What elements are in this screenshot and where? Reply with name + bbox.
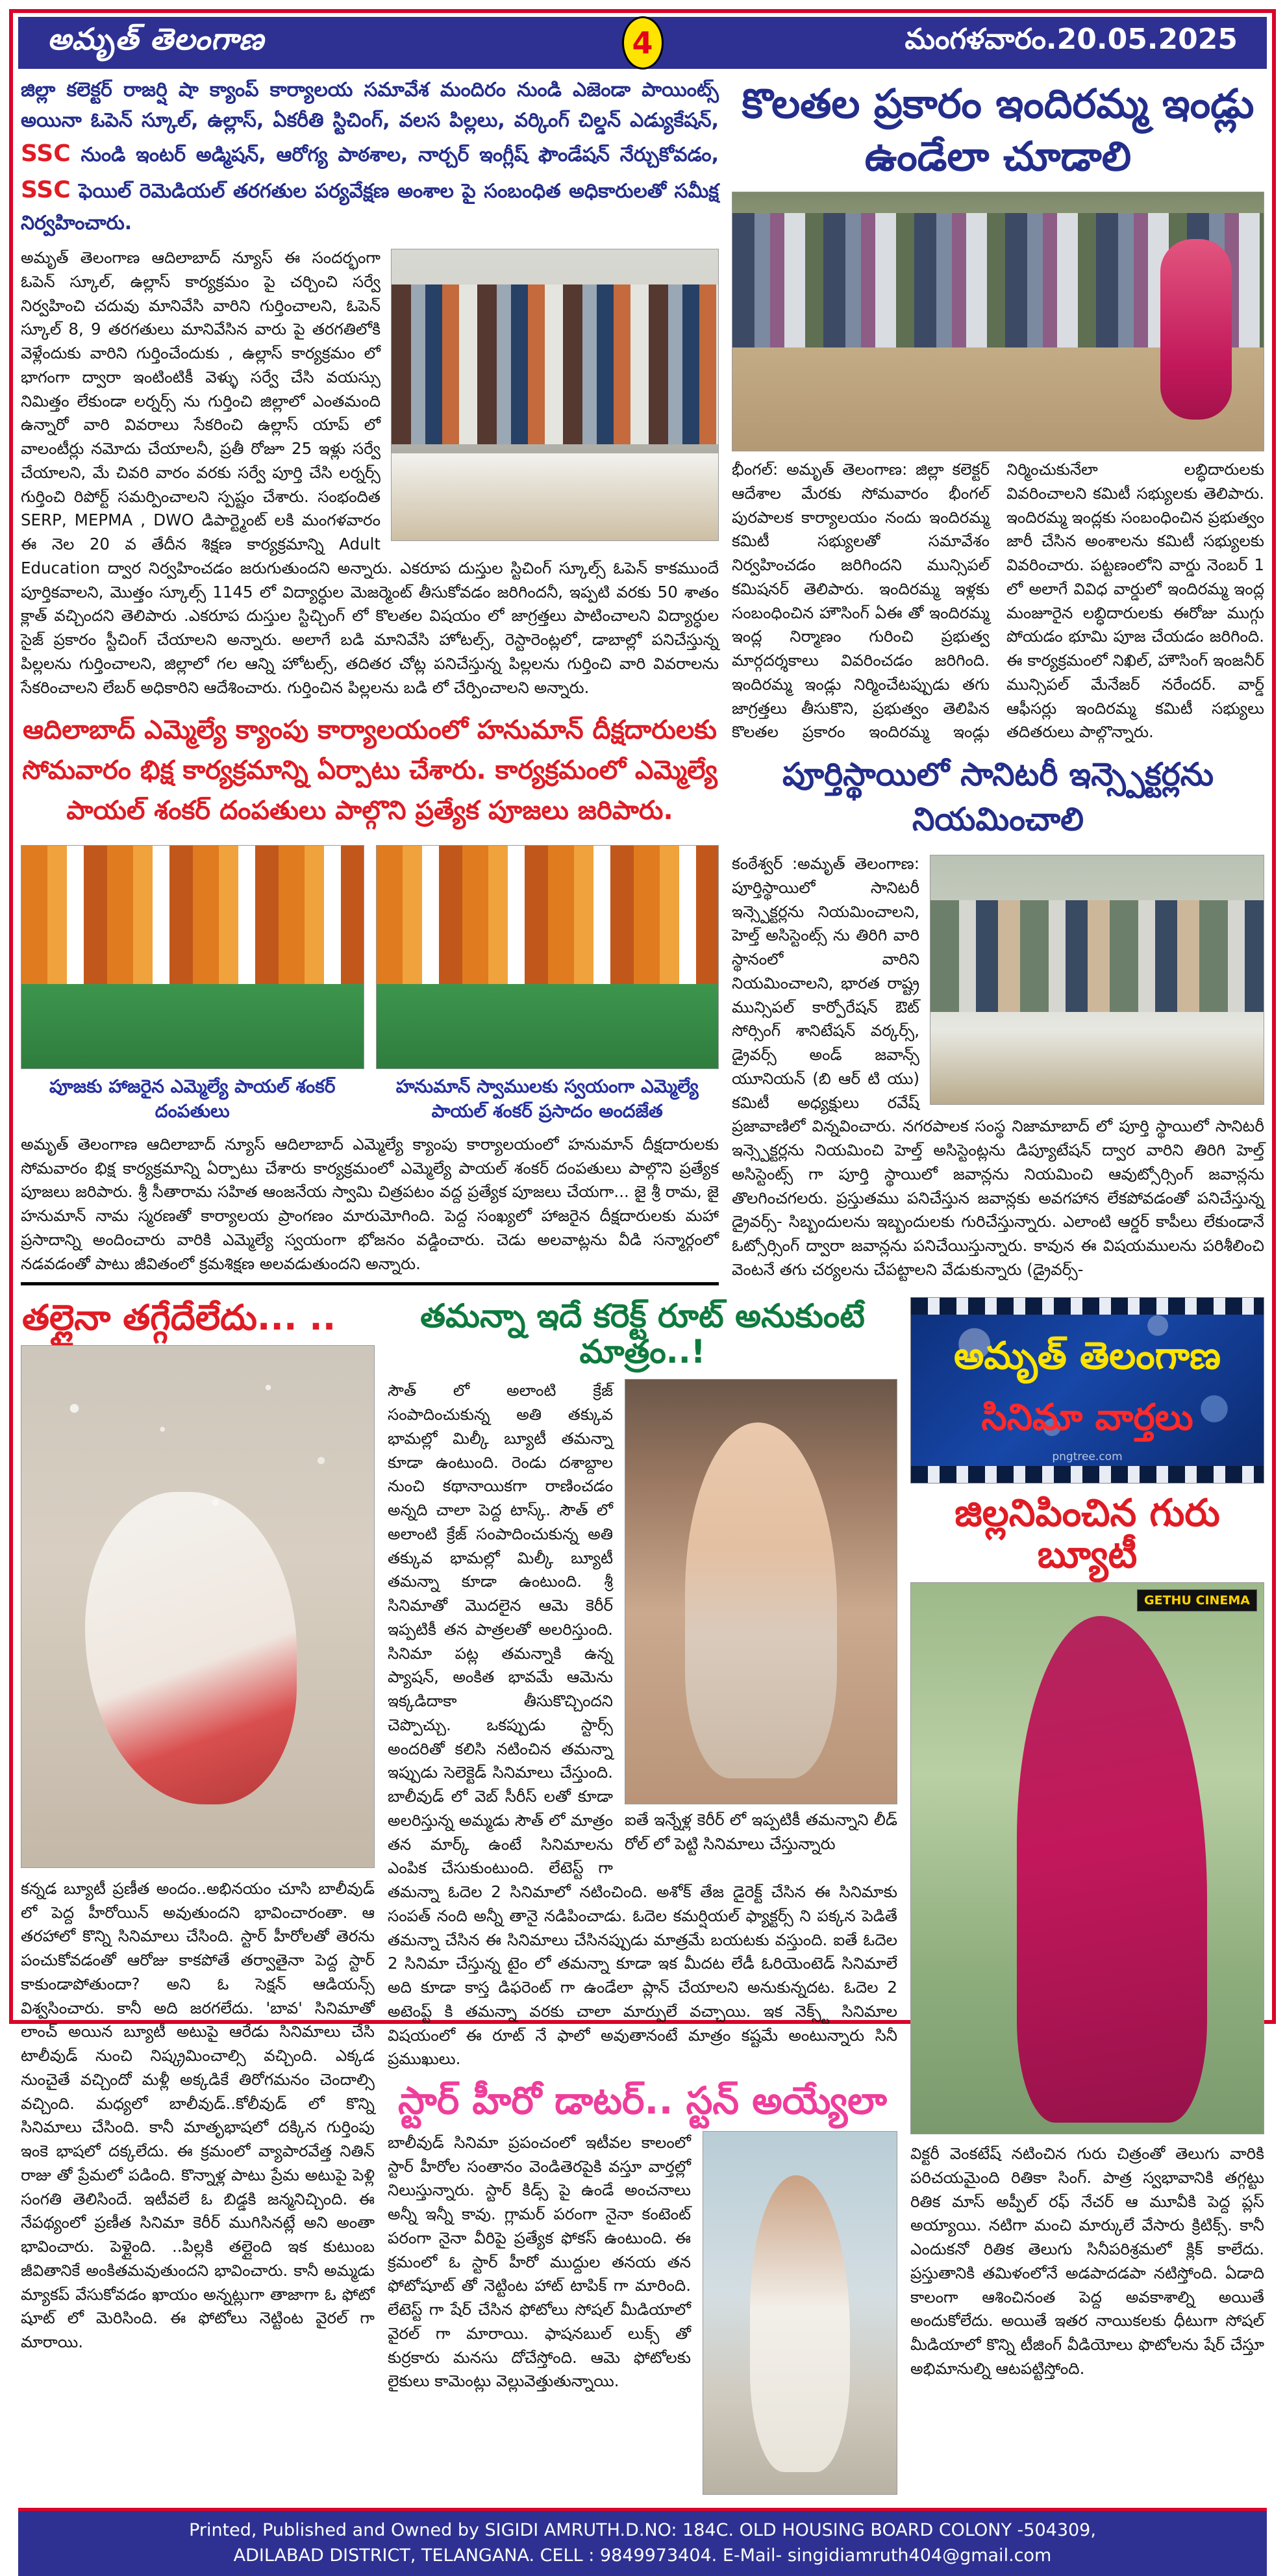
photo-star-daughter	[703, 2131, 897, 2495]
photo-watermark-badge: GETHU CINEMA	[1137, 1589, 1257, 1611]
ritika-figure-graphic	[1017, 1616, 1207, 2123]
cinema-col-center	[388, 1297, 897, 2500]
masthead	[18, 17, 1267, 69]
lead-text-3: ఫెయిల్ రెమెడియల్ తరగతుల పర్యవేక్షణ అంశాల పై సంబంధిత అధికారులతో సమీక్ష నిర్వహించారు.	[21, 179, 719, 234]
pooja-caption-right: హనుమాన్ స్వాములకు స్వయంగా ఎమ్మెల్యే పాయల్ శంకర్ ప్రసాదం అందజేత	[395, 1076, 699, 1122]
cinema-col-pranitha	[21, 1297, 375, 2500]
pranitha-article-body: కన్నడ బ్యూటీ ప్రణీత అందం..అభినయం చూసి బాలీవుడ్ లో పెద్ద హీరోయిన్ అవుతుందని భావించారంతా. ఆ తరహాలో కొన్ని సినిమాలు చేసింది. స్టార్ హీరోలతో తెరను పంచుకోవడంతో ఆరోజు కాకపోతే తర్వాతైనా పెద్ద స్టార్ కాకుండాపోతుందా? అని ఓ సెక్షన్ ఆడియన్స్ విశ్వసించారు. కానీ అది జరగలేదు. 'బావ' సినిమాతో లాంచ్ అయిన బ్యూటీ అటుపై ఆరేడు సినిమాలు చేసి టాలీవుడ్ నుంచి నిష్క్రమించాల్సి వచ్చింది. ఎక్కడ నుంచైతే వచ్చిందో మళ్లీ అక్కడికే తిరోగమనం చెందాల్సి వచ్చింది. మధ్యలో బాలీవుడ్..కోలీవుడ్ లో కొన్ని సినిమాలు చేసింది. కానీ మాతృభాషలో దక్కిన గుర్తింపు ఇంకె భాషలో దక్కలేదు. ఈ క్రమంలో వ్యాపారవేత్త నితిన్ రాజు తో ప్రేమలో పడింది. కొన్నాళ్ల పాటు ప్రేమ అటుపై పెళ్లి సంగతి తెలిసిందే. ఇటీవలే ఓ బిడ్డకి జన్మనిచ్చింది. ఈ నేపథ్యంలో ప్రణీత సినిమా కెరీర్ ముగిసినట్లే అని అంతా భావించారు. పెళ్లైంది. ..పిల్లకి తల్లైంది ఇక కుటుంబ జీవితానికే అంకితమవుతుందని భావించారు. కానీ అమ్మడు మ్యాకప్ వేసుకోవడం ఖాయం అన్నట్లుగా తాజాగా ఓ ఫోటో షూట్ లో మెరిసింది. ఈ ఫోటోలు నెట్టింట వైరల్ గా మారాయి.	[21, 1878, 375, 2352]
prasadam-people-graphic	[377, 846, 719, 984]
school-article-body: అమృత్ తెలంగాణ ఆదిలాబాద్ న్యూస్ ఈ సందర్భంగా ఓపెన్ స్కూల్, ఉల్లాస్ కార్యక్రమం పై చర్చించి సర్వే నిర్వహించి చదువు మానివేసి వారిని గుర్తించాలని, ఓపెన్ స్కూల్ 8, 9 తరగతులు మానివేసిన వారు పై తరగతిలోకి వెళ్లేందుకు వారిని గుర్తించేందుకు , ఉల్లాస్ కార్యక్రమం లో భాగంగా ద్వారా ఇంటింటికీ వెళ్ళు సర్వే చేసి వయస్సు నిమిత్తం లేకుండా లర్నర్స్ ను గుర్తించి జిల్లాలో ఎంతమంది ఉన్నారో వారి వివరాలు సేకరించి ఉల్లాస్ యాప్ లో వాలంటీర్లు నమోదు చేయాలనీ, ప్రతీ రోజూ 25 ఇళ్లు సర్వే చేయాలని, మే చివరి వారం వరకు సర్వే పూర్తి చేసి లర్నర్స్ గుర్తించి రిపోర్ట్ సమర్పించాలని స్పష్టం చేశారు. సంభందిత SERP, MEPMA , DWO డిపార్ట్మెంట్ లకి మంగళవారం ఈ నెల 20 వ తేదీన శిక్షణ కార్యక్రమాన్ని Adult Education ద్వార నిర్వహించడం జరుగుతుందని అన్నారు. ఎకరూప దుస్తుల స్టిచింగ్ స్కూల్స్ ఓపెన్ కాకముందే పూర్తికవాలని, మొత్తం స్కూల్స్ 1145 లో విద్యార్ధుల మెజర్మెంట్ తీసుకోవడం జరిగిందనీ, ఇప్పటి వరకు 50 శాతం క్లాత్ వచ్చిందని తెలిపారు .ఎకరూప దుస్తుల స్టిచ్చింగ్ లో కొలతల విషయం లో జాగ్రత్తలు పాటించాలని విద్యార్ధుల సైజ్ ప్రకారం స్టీచింగ్ చేయాలని అన్నారు. అలాగే బడి మానివేసి హోటల్స్, రెస్టారెంట్లలో, డాబాల్లో పనిచేస్తున్న పిల్లలను గుర్తించాలని, జిల్లాలో గల ఆన్ని హోటల్స్, తదితర చోట్ల పనిచేస్తున్న పిల్లలను గుర్తించి వారి వివరాలను సేకరించాలని లేబర్ అధికారిని ఆదేశించారు. గుర్తించిన పిల్లలను బడి లో చేర్పించాలని అన్నారు.	[21, 248, 719, 697]
meeting-table-graphic	[392, 453, 718, 540]
tamannaah-article-body: సౌత్ లో అలాంటి క్రేజ్ సంపాదించుకున్న అతి తక్కువ భామల్లో మిల్కీ బ్యూటీ తమన్నా కూడా ఉంటుంది. రెండు దశాబ్దాల నుంచి కథానాయికగా రాణించడం అన్నది చాలా పెద్ద టాస్క్. సౌత్ లో అలాంటి క్రేజ్ సంపాదించుకున్న అతి తక్కువ భామల్లో మిల్కీ బ్యూటీ తమన్నా కూడా ఉంటుంది. శ్రీ సినిమాతో మొదలైన ఆమె కెరీర్ ఇప్పటికీ తన పాత్రలతో అలరిస్తుంది. సినిమా పట్ల తమన్నాకి ఉన్న ప్యాషన్, అంకిత భావమే ఆమెను ఇక్కడిదాకా తీసుకొచ్చిందని చెప్పొచ్చు. ఒకప్పుడు స్టార్స్ అందరితో కలిసి నటించిన తమన్నా ఇప్పుడు సెలెక్టెడ్ సినిమాలు చేస్తుంది. బాలీవుడ్ లో వెబ్ సీరీస్ లతో కూడా అలరిస్తున్న అమ్మడు సౌత్ లో మాత్రం తన మార్క్ ఉంటే సినిమాలను ఎంపిక చేసుకుంటుంది. లేటెస్ట్ గా తమన్నా ఓదెల 2 సినిమాలో నటించింది. అశోక్ తేజ డైరెక్ట్ చేసిన ఈ సినిమాకు సంపత్ నంది అన్నీ తానై నడిపించాడు. ఓదెల కమర్షియల్ ఫ్యాక్టర్స్ ని పక్కన పెడితే తమన్నా చేసిన ఈ సినిమాలు చేసినప్పుడు మాత్రమే బయటకు వస్తుంది. ఐతే ఓదెల 2 సినిమా చేస్తున్న టైం లో తమన్నా కూడా ఇక మీదట లేడీ ఓరియెంటెడ్ సినిమాలే అది కూడా కాస్త డిఫరెంట్ గా ఉండేలా ప్లాన్ చేయాలని అనుకున్నదట. ఓదెల 2 అటెంప్ట్ కి తమన్నా వరకు చాలా మార్పులే వచ్చాయి. ఇక నెక్స్ట్ సినిమాల విషయంలో ఈ రూట్ నే ఫాలో అవుతానంటే మాత్రం కష్టమే అంటున్నారు సినీ ప్రముఖులు.	[388, 1381, 897, 2069]
photo-pooja-couple	[21, 845, 364, 1069]
pooja-figure-left	[21, 845, 364, 1124]
photo-collector-meeting	[391, 249, 719, 541]
photo-ritika-singh	[910, 1582, 1264, 2134]
sanitary-article-body: కంఠేశ్వర్ :అమృత్ తెలంగాణ: పూర్తిస్థాయిలో సానిటరీ ఇన్స్పెక్టర్లను నియమించాలని, హెల్త్ అసిస్టెంట్స్ ను తిరిగి వారి స్థానంలో వారిని నియమించాలని, భారత రాష్ట్ర మున్సిపల్ కార్పోరేషన్ ఔట్ సోర్సింగ్ శానిటేషన్ వర్కర్స్, డ్రైవర్స్ అండ్ జవాన్స్ యూనియన్ (బి ఆర్ టి యు) కమిటీ అధ్యక్షులు రవేష్ ప్రజావాణిలో విన్నవించారు. నగరపాలక సంస్థ నిజామాబాద్ లో పూర్తి స్థాయిలో సానిటరీ ఇన్స్పెక్టర్లను నియమించి హెల్త్ అసిస్టెంట్లను డిప్యూటేషన్ ద్వార వారిని తిరిగి హెల్త్ అసిస్టెంట్స్ గా పూర్తి స్థాయిలో జవాన్లను నియమించి ఆవుట్సోర్సింగ్ జవాన్లను తొలగించగలరు. ప్రస్తుతము పనిచేస్తున జవాన్లకు అవగహాన లేకపోవడంతో పనిచేస్తున్న డ్రైవర్స్- సిబ్బందులను ఇబ్బందులకు గురిచేస్తున్నారు. ఎలాంటి ఆర్డర్ కాపీలు లేకుండానే ఓట్సోర్సింగ్ ద్వారా జవాన్లను పనిచేయిస్తున్నారు. కావున ఈ విషయములను పరిశీలించి వెంటనే తగు చర్యలను చేపట్టాలని వేడుకున్నారు (డ్రైవర్స్-	[732, 854, 1264, 1279]
page-red-frame	[9, 9, 1276, 2566]
cinema-col-right	[910, 1297, 1264, 2500]
mla-article-body: అమృత్ తెలంగాణ ఆదిలాబాద్ న్యూస్ ఆదిలాబాద్ ఎమ్మెల్యే క్యాంపు కార్యాలయంలో హనుమాన్ దీక్షదారులకు సోమవారం భిక్ష కార్యక్రమాన్ని ఏర్పాటు చేశారు కార్యక్రమంలో ఎమ్మెల్యే పాయల్ శంకర్ దంపతులు పాల్గొని ప్రత్యేక పూజలు జరిపారు. శ్రీ సీతారామ సహిత ఆంజనేయ స్వామి చిత్రపటం వద్ద ప్రత్యేక పూజలు చేయగా... జై శ్రీ రామ, జై హనుమాన్ నామ స్మరణతో కార్యాలయ ప్రాంగణం మారుమోగింది. పెద్ద సంఖ్యలో హాజరైన దీక్షదారులకు మహా ప్రసాదాన్ని అందించారు వారికి ఎమ్మెల్యే స్వయంగా భోజనం వడ్డించారు. చెడు అలవాట్లను వీడి సన్మార్గంలో నడవడంతో పాటు జీవితంలో క్రమశిక్షణ అలవడుతుందని అన్నారు.	[21, 1134, 719, 1273]
photo-pranitha	[21, 1345, 375, 1868]
banner-watermark: pngtree.com	[1052, 1450, 1123, 1464]
edition-date: మంగళవారం.20.05.2025	[904, 23, 1238, 56]
indiramma-headline: కొలతల ప్రకారం ఇందిరమ్మ ఇండ్లు ఉండేలా చూడాలి	[742, 80, 1254, 180]
photo-prajavani-meeting	[930, 855, 1264, 1105]
school-article	[21, 246, 719, 700]
tamannaah-photo-caption: ఐతే ఇన్నేళ్ల కెరీర్ లో ఇప్పటికీ తమన్నాని లీడ్ రోల్ లో పెట్టి సినిమాలు చేస్తున్నారు	[625, 1810, 897, 1854]
sanitary-article	[732, 852, 1264, 1282]
photo-prasadam	[376, 845, 719, 1069]
bubbles-graphic	[21, 1346, 374, 1867]
page-number: 4	[632, 25, 653, 60]
banner-paper-name: అమృత్ తెలంగాణ	[954, 1333, 1221, 1378]
cinema-news-banner	[910, 1297, 1264, 1484]
imprint-footer	[18, 2508, 1267, 2576]
guru-beauty-headline: జిల్లనిపించిన గురు బ్యూటీ	[954, 1491, 1220, 1577]
tamannaah-figure	[625, 1379, 897, 1856]
section-divider	[21, 1282, 719, 1285]
top-left-column	[21, 75, 719, 1292]
meeting-people-graphic	[392, 284, 718, 444]
star-daughter-figure	[703, 2131, 897, 2495]
film-strip-bottom-icon	[911, 1466, 1264, 1483]
star-daughter-figure-graphic	[750, 2175, 851, 2473]
imprint-line-2: ADILABAD DISTRICT, TELANGANA. CELL : 9849973404. E-Mail- singidiamruth404@gmail.com	[233, 2545, 1052, 2566]
lead-ssc-2: SSC	[21, 176, 71, 203]
top-zone	[21, 75, 1264, 1292]
lead-text-2: నుండి ఇంటర్ అడ్మిషన్, ఆరోగ్య పాఠశాల, నార్చర్ ఇంగ్లీష్ ఫౌండేషన్ నేర్చుకోవడం,	[70, 144, 719, 166]
mla-red-headline: ఆదిలాబాద్ ఎమ్మెల్యే క్యాంపు కార్యాలయంలో హనుమాన్ దీక్షదారులకు సోమవారం భిక్ష కార్యక్రమాన్ని ఏర్పాటు చేశారు. కార్యక్రమంలో ఎమ్మెల్యే పాయల్ శంకర్ దంపతులు పాల్గొని ప్రత్యేక పూజలు జరిపారు.	[22, 715, 717, 826]
top-right-column	[732, 75, 1264, 1292]
tamannaah-figure-graphic	[685, 1422, 837, 1779]
star-daughter-headline: స్టార్ హీరో డాటర్.. స్టన్ అయ్యేలా	[398, 2078, 887, 2123]
pooja-people-graphic	[21, 846, 364, 984]
film-strip-top-icon	[911, 1298, 1264, 1315]
lead-paragraph	[21, 75, 719, 238]
tamannaah-headline: తమన్నా ఇదే కరెక్ట్ రూట్ అనుకుంటే మాత్రం..!	[420, 1297, 865, 1371]
lead-ssc-1: SSC	[21, 140, 71, 167]
pooja-caption-left: పూజకు హాజరైన ఎమ్మెల్యే పాయల్ శంకర్ దంపతులు	[49, 1076, 336, 1122]
cinema-zone	[21, 1297, 1264, 2500]
pooja-figure-right	[376, 845, 719, 1124]
star-daughter-article-body: బాలీవుడ్ సినిమా ప్రపంచంలో ఇటీవల కాలంలో స్టార్ హీరోల సంతానం వెండితెరపైకి వస్తూ వార్తల్లో నిలుస్తున్నారు. స్టార్ కిడ్స్ పై ఉండే అంచనాలు అన్నీ ఇన్నీ కావు. గ్లామర్ పరంగా నైనా కంటెంట్ పరంగా నైనా వీరిపై ప్రత్యేక ఫోకస్ ఉంటుంది. ఈ క్రమంలో ఓ స్టార్ హీరో ముద్దుల తనయ తన ఫోటోషూట్ తో నెట్టింట హాట్ టాపిక్ గా మారింది. లేటెస్ట్ గా షేర్ చేసిన ఫోటోలు సోషల్ మీడియాలో వైరల్ గా మారాయి. ఫాషనబుల్ లుక్స్ తో కుర్రకారు మనసు దోచేస్తోంది. ఆమె ఫోటోలకు లైకులు కామెంట్లు వెల్లువెత్తుతున్నాయి.	[388, 2132, 691, 2391]
banner-cinema-news-label: సినిమా వార్తలు	[981, 1396, 1193, 1439]
indiramma-article-body: భీంగల్: అమృత్ తెలంగాణ: జిల్లా కలెక్టర్ ఆదేశాల మేరకు సోమవారం భీంగల్ పురపాలక కార్యాలయం నందు ఇందిరమ్మ కమిటీ సభ్యులతో సమావేశం నిర్వహించడం జరిగిందని మున్సిపల్ కమిషనర్ తెలిపారు. ఇందిరమ్మ ఇళ్లకు సంబంధించిన హౌసింగ్ ఏఈ తో ఇందిరమ్మ ఇంద్ల నిర్మాణం గురించి ప్రభుత్వ మార్గదర్శకాలు వివరించడం జరిగింది. ఇందిరమ్మ ఇండ్లు నిర్మించేటప్పుడు తగు జాగ్రత్తలు తీసుకొని, ప్రభుత్వం తెలిపిన కొలతల ప్రకారం ఇందిరమ్మ ఇండ్లు నిర్మించుకునేలా లబ్ధిదారులకు వివరించాలని కమిటీ సభ్యులకు తెలిపారు. ఇందిరమ్మ ఇంద్లకు సంబంధించిన ప్రభుత్వం జారీ చేసిన అంశాలను కమిటీ సభ్యులకు వివరించారు. పట్టణంలోని వార్డు నెంబర్ 1 లో అలాగే వివిధ వార్డులో ఇందిరమ్మ ఇంద్ల మంజూరైన లబ్ధిదారులకు ఈరోజు ముగ్గు పోయడం భూమి పూజ చేయడం జరిగింది. ఈ కార్యక్రమంలో నిఖిల్, హౌసింగ్ ఇంజనీర్ మున్సిపల్ మేనేజర్ నరేందర్. వార్డ్ ఆఫీసర్లు ఇందిరమ్మ కమిటీ సభ్యులు తదితరులు పాల్గొన్నారు.	[732, 460, 1264, 742]
page-number-badge	[622, 16, 664, 69]
indiramma-saree-graphic	[1160, 239, 1232, 420]
pranitha-headline: తల్లైనా తగ్గేదేలేదు... ..	[22, 1297, 336, 1339]
sanitary-people-graphic	[930, 900, 1264, 1012]
star-daughter-article	[388, 2131, 897, 2500]
guru-beauty-article-body: విక్టరీ వెంకటేష్ నటించిన గురు చిత్రంతో తెలుగు వారికి పరిచయమైంది రితికా సింగ్. పాత్ర స్వభావానికి తగ్గట్టు రితిక మాస్ అప్పీల్ రఫ్ నేచర్ ఆ మూవీకి పెద్ద ప్లస్ అయ్యాయి. నటిగా మంచి మార్కులే వేసారు క్రిటిక్స్. కానీ ఎందుకనో రితిక తెలుగు సినీపరిశ్రమలో క్లిక్ కాలేదు. ప్రస్తుతానికి తమిళంలోనే అడపాదడపా నటిస్తోంది. ఏడాది కాలంగా ఆశించినంత పెద్ద అవకాశాల్ని అయితే అందుకోలేదు. అయితే ఇతర నాయికలకు ధీటుగా సోషల్ మీడియాలో కొన్ని టీజింగ్ వీడియోలు ఫొటోలను షేర్ చేస్తూ అభిమానుల్ని ఆటపట్టిస్తోంది.	[910, 2144, 1264, 2378]
imprint-line-1: Printed, Published and Owned by SIGIDI AMRUTH.D.NO: 184C. OLD HOUSING BOARD COLONY -504309,	[189, 2519, 1096, 2540]
paper-title: అమృత్ తెలంగాణ	[47, 21, 264, 57]
tamannaah-article	[388, 1379, 897, 2071]
photo-tamannaah	[625, 1379, 897, 1804]
pooja-photo-row	[21, 845, 719, 1124]
page-content	[13, 69, 1272, 2504]
sanitary-headline: పూర్తిస్థాయిలో సానిటరీ ఇన్స్పెక్టర్లను నియమించాలి	[782, 756, 1214, 839]
lead-text-1: జిల్లా కలెక్టర్ రాజర్షి షా క్యాంప్ కార్యాలయ సమావేశ మందిరం నుండి ఎజెండా పాయింట్స్ అయినా ఓపెన్ స్కూల్, ఉల్లాస్, ఏకరీతి స్టిచింగ్, వలస పిల్లలు, వర్కింగ్ చిల్డన్ ఎడ్యుకేషన్,	[21, 79, 719, 132]
photo-indiramma-site	[732, 192, 1264, 451]
